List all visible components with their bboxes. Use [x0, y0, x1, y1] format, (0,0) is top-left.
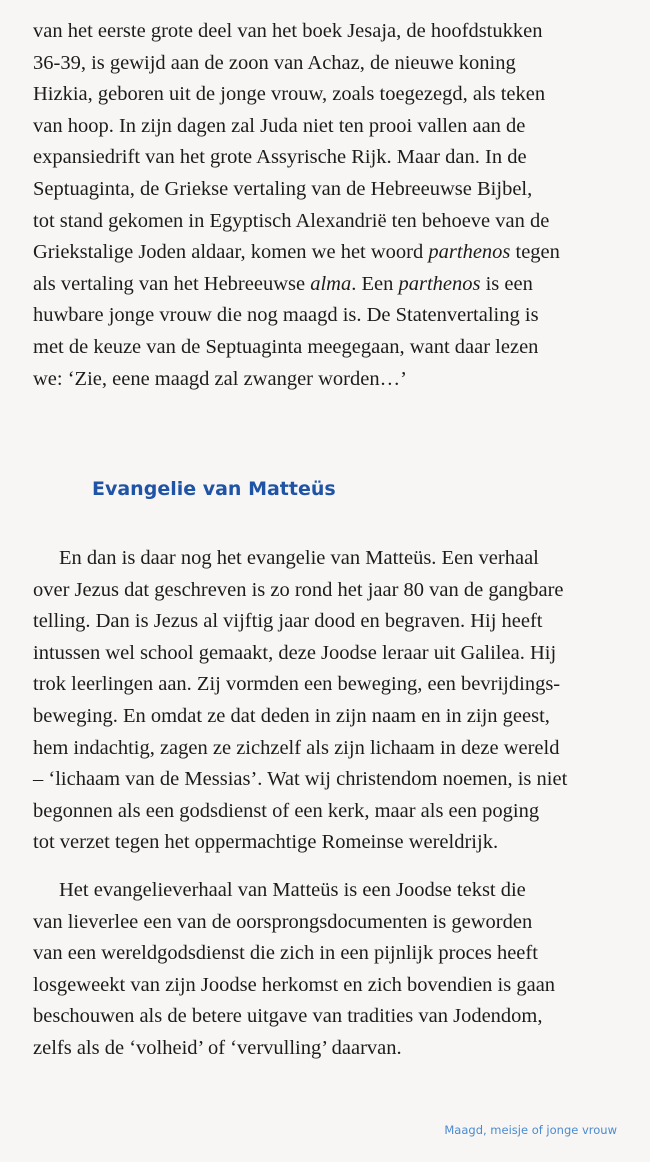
text-line: – ‘lichaam van de Messias’. Wat wij christendom noemen, is niet: [33, 768, 568, 791]
text-line: van een wereldgodsdienst die zich in een pijnlijk proces heeft: [33, 942, 538, 965]
text-line: [33, 237, 623, 269]
text-line: zelfs als de ‘volheid’ of ‘vervulling’ daarvan.: [33, 1036, 402, 1059]
text-line: beschouwen als de betere uitgave van tradities van Jodendom,: [33, 1005, 543, 1028]
text-line: Septuaginta, de Griekse vertaling van de Hebreeuwse Bijbel,: [33, 177, 533, 200]
text-line: trok leerlingen aan. Zij vormden een beweging, een bevrijdings-: [33, 673, 561, 696]
text-line: 36-39, is gewijd aan de zoon van Achaz, de nieuwe koning: [33, 51, 516, 74]
text-line: met de keuze van de Septuaginta meegegaan, want daar lezen: [33, 335, 539, 358]
text-line: we: ‘Zie, eene maagd zal zwanger worden…’: [33, 367, 407, 390]
text-line: losgeweekt van zijn Joodse herkomst en zich bovendien is gaan: [33, 973, 556, 996]
text-line: begonnen als een godsdienst of een kerk, maar als een poging: [33, 799, 540, 822]
text-line: huwbare jonge vrouw die nog maagd is. De Statenvertaling is: [33, 304, 539, 327]
text-segment: is een: [480, 272, 533, 295]
text-line: over Jezus dat geschreven is zo rond het jaar 80 van de gangbare: [33, 578, 564, 601]
italic-term: parthenos: [398, 272, 481, 295]
paragraph-matteus-tekst: [33, 875, 623, 1065]
text-segment: tegen: [510, 241, 560, 264]
text-line: telling. Dan is Jezus al vijftig jaar dood en begraven. Hij heeft: [33, 610, 543, 633]
text-line: Hizkia, geboren uit de jonge vrouw, zoals toegezegd, als teken: [33, 83, 546, 106]
text-line: van hoop. In zijn dagen zal Juda niet ten prooi vallen aan de: [33, 114, 526, 137]
italic-term: alma: [310, 272, 352, 295]
text-line: tot stand gekomen in Egyptisch Alexandrië ten behoeve van de: [33, 209, 550, 232]
italic-term: parthenos: [428, 241, 511, 264]
paragraph-jesaja: [33, 16, 623, 395]
section-heading: Evangelie van Matteüs: [92, 478, 336, 500]
text-line: van het eerste grote deel van het boek Jesaja, de hoofdstukken: [33, 20, 543, 42]
text-line: tot verzet tegen het oppermachtige Romeinse wereldrijk.: [33, 831, 499, 854]
text-segment: als vertaling van het Hebreeuwse: [33, 272, 311, 295]
text-line: [33, 269, 623, 301]
text-segment: . Een: [351, 272, 399, 295]
text-line: hem indachtig, zagen ze zichzelf als zijn lichaam in deze wereld: [33, 736, 560, 759]
text-line: van lieverlee een van de oorsprongsdocumenten is geworden: [33, 910, 533, 933]
text-line: expansiedrift van het grote Assyrische Rijk. Maar dan. In de: [33, 146, 527, 169]
text-line: beweging. En omdat ze dat deden in zijn naam en in zijn geest,: [33, 704, 550, 727]
text-line: Het evangelieverhaal van Matteüs is een Joodse tekst die: [59, 879, 526, 901]
running-footer: Maagd, meisje of jonge vrouw: [444, 1123, 617, 1137]
text-line: intussen wel school gemaakt, deze Joodse leraar uit Galilea. Hij: [33, 641, 557, 664]
paragraph-matteus-intro: [33, 543, 623, 859]
text-line: En dan is daar nog het evangelie van Matteüs. Een verhaal: [59, 547, 539, 569]
text-segment: Griekstalige Joden aldaar, komen we het woord: [33, 241, 429, 264]
